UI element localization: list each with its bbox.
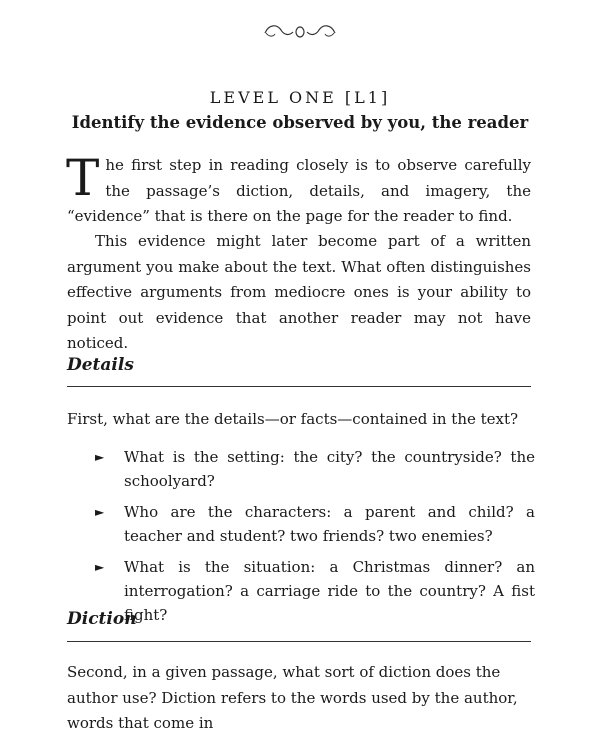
details-heading: Details xyxy=(67,355,134,375)
intro-paragraph-text: he first step in reading closely is to observe carefully the passage’s diction, details, and imagery, the “evidence” that is there on the page for the reader to find. xyxy=(67,156,531,225)
question-text: What is the setting: the city? the countryside? the schoolyard? xyxy=(124,448,535,490)
diction-divider xyxy=(67,641,531,642)
triangle-bullet-icon: ► xyxy=(95,560,105,574)
details-question-list xyxy=(95,445,535,634)
triangle-bullet-icon: ► xyxy=(95,450,105,464)
intro-paragraph xyxy=(66,149,531,230)
diction-heading: Diction xyxy=(67,609,137,629)
list-item xyxy=(95,445,535,493)
list-item xyxy=(95,500,535,548)
level-title: LEVEL ONE [L1] xyxy=(209,88,391,107)
ornament-flourish-icon xyxy=(263,20,337,42)
drop-cap: T xyxy=(66,149,100,207)
diction-lead: Second, in a given passage, what sort of diction does the author use? Diction refers to the words used by the author, words that come in xyxy=(67,663,518,732)
details-divider xyxy=(67,386,531,387)
level-subtitle: Identify the evidence observed by you, the reader xyxy=(71,113,529,132)
question-text: Who are the characters: a parent and child? a teacher and student? two friends? two enemies? xyxy=(124,503,535,545)
details-lead: First, what are the details—or facts—contained in the text? xyxy=(67,410,519,428)
triangle-bullet-icon: ► xyxy=(95,505,105,519)
question-text: What is the situation: a Christmas dinner? an interrogation? a carriage ride to the country? A fist fight? xyxy=(124,558,535,624)
evidence-paragraph: This evidence might later become part of a written argument you make about the text. What often distinguishes effective arguments from mediocre ones is your ability to point out evidence that another reader may not have noticed. xyxy=(67,232,531,352)
